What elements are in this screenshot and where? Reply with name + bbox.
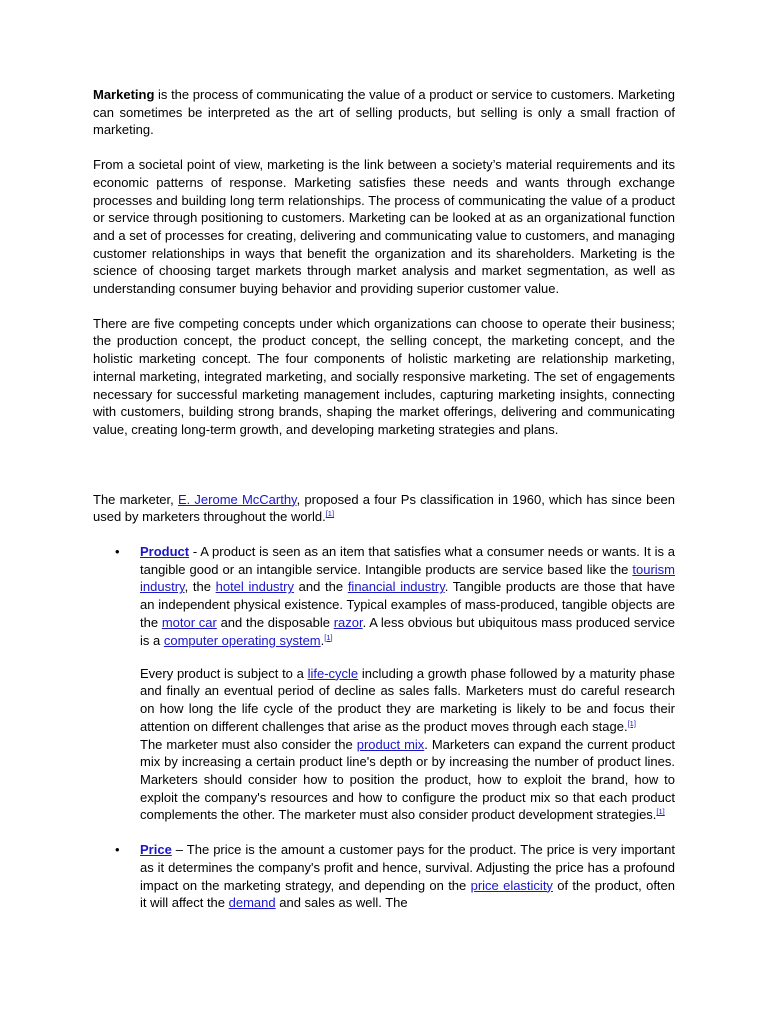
price-elasticity-link[interactable]: price elasticity — [470, 877, 553, 893]
mccarthy-link[interactable]: E. Jerome McCarthy — [177, 491, 297, 507]
product-link[interactable]: Product — [140, 544, 190, 560]
life-cycle-paragraph — [140, 665, 675, 736]
marketing-term: Marketing — [93, 87, 155, 102]
price-text-1: – The price is the amount a customer pays for the product. The price is very important as it determines the company's profit and hence, survival. Adjusting the price has a profound impact on the marketing strategy, and depending on the — [140, 842, 675, 893]
hotel-industry-link[interactable]: hotel industry — [215, 579, 294, 595]
price-paragraph — [140, 841, 675, 912]
list-item-price — [93, 841, 675, 912]
motor-car-link[interactable]: motor car — [161, 614, 217, 630]
tourism-industry-link[interactable]: tourism industry — [140, 561, 675, 595]
price-link[interactable]: Price — [140, 842, 172, 858]
life-cycle-link[interactable]: life-cycle — [307, 665, 359, 681]
product-text-2: , the — [184, 579, 216, 595]
four-ps-text-1: The marketer, — [93, 491, 178, 507]
citation-link[interactable]: [1] — [656, 807, 665, 817]
four-ps-text-2: , proposed a four Ps classification in 1960, which has since been used by marketers throughout the world. — [93, 491, 676, 525]
product-mix-paragraph — [140, 736, 675, 825]
bullet-icon: • — [115, 842, 120, 858]
product-text-7: . — [320, 632, 325, 648]
financial-industry-link[interactable]: financial industry — [347, 579, 445, 595]
life-cycle-text-2: including a growth phase followed by a maturity phase and finally an eventual period of decline as sales falls. Marketers must do careful research on how long the life cycle of the product they are marketing is likely to be and focus their attention on different challenges that arise as the product moves through each stage. — [140, 665, 675, 734]
concepts-paragraph: There are five competing concepts under which organizations can choose to operate their business; the production concept, the product concept, the selling concept, the marketing concept, and the holistic marketing concept. The four components of holistic marketing are relationship marketing, internal marketing, integrated marketing, and socially responsive marketing. The set of engagements necessary for successful marketing management includes, capturing marketing insights, connecting with customers, building strong brands, shaping the market offerings, delivering and communicating value, creating long-term growth, and developing marketing strategies and plans. — [93, 315, 675, 437]
intro-text: is the process of communicating the value of a product or service to customers. Marketing can sometimes be interpreted as the art of selling products, but selling is only a small fraction of marketing. — [93, 87, 675, 138]
four-ps-intro-paragraph — [93, 491, 675, 526]
document-page — [93, 86, 675, 912]
list-item-product — [93, 543, 675, 824]
societal-paragraph: From a societal point of view, marketing is the link between a society’s material requirements and its economic patterns of response. Marketing satisfies these needs and wants through exchange processes and building long term relationships. The process of communicating the value of a product or service through positioning to customers. Marketing can be looked at as an organizational function and a set of processes for creating, delivering and communicating value to customers, and managing customer relationships in ways that benefit the organization and its shareholders. Marketing is the science of choosing target markets through market analysis and market segmentation, as well as understanding consumer buying behavior and providing superior customer value. — [93, 157, 675, 297]
citation-link[interactable]: [1] — [325, 509, 335, 519]
product-text-1: - A product is seen as an item that satisfies what a consumer needs or wants. It is a tangible good or an intangible service. Intangible products are service based like the — [140, 544, 675, 577]
life-cycle-text-1: Every product is subject to a — [140, 665, 308, 681]
product-mix-text-2: . Marketers can expand the current product mix by increasing a certain product line's depth or by increasing the number of product lines. Marketers should consider how to position the product, how to exploit the brand, how to exploit the company's resources and how to configure the product mix so that each product complements the other. The marketer must also consider product development strategies. — [140, 736, 675, 823]
demand-link[interactable]: demand — [228, 895, 276, 911]
intro-paragraph — [93, 86, 675, 139]
bullet-icon: • — [115, 544, 120, 560]
product-text-6: . A less obvious but ubiquitous mass produced service is a — [140, 614, 675, 648]
price-text-2: of the product, often it will affect the — [140, 877, 676, 911]
price-text-3: and sales as well. The — [275, 895, 408, 911]
product-text-5: and the disposable — [216, 614, 334, 630]
citation-link[interactable]: [1] — [324, 632, 333, 642]
razor-link[interactable]: razor — [333, 614, 363, 630]
product-paragraph — [140, 543, 675, 649]
product-mix-text-1: The marketer must also consider the — [140, 736, 357, 752]
citation-link[interactable]: [1] — [627, 718, 636, 728]
product-text-4: . Tangible products are those that have an independent physical existence. Typical examples of mass-produced, tangible objects are the — [140, 579, 675, 630]
product-mix-link[interactable]: product mix — [356, 736, 425, 752]
product-text-3: and the — [294, 579, 348, 595]
four-ps-list — [93, 543, 675, 912]
operating-system-link[interactable]: computer operating system — [163, 632, 321, 648]
